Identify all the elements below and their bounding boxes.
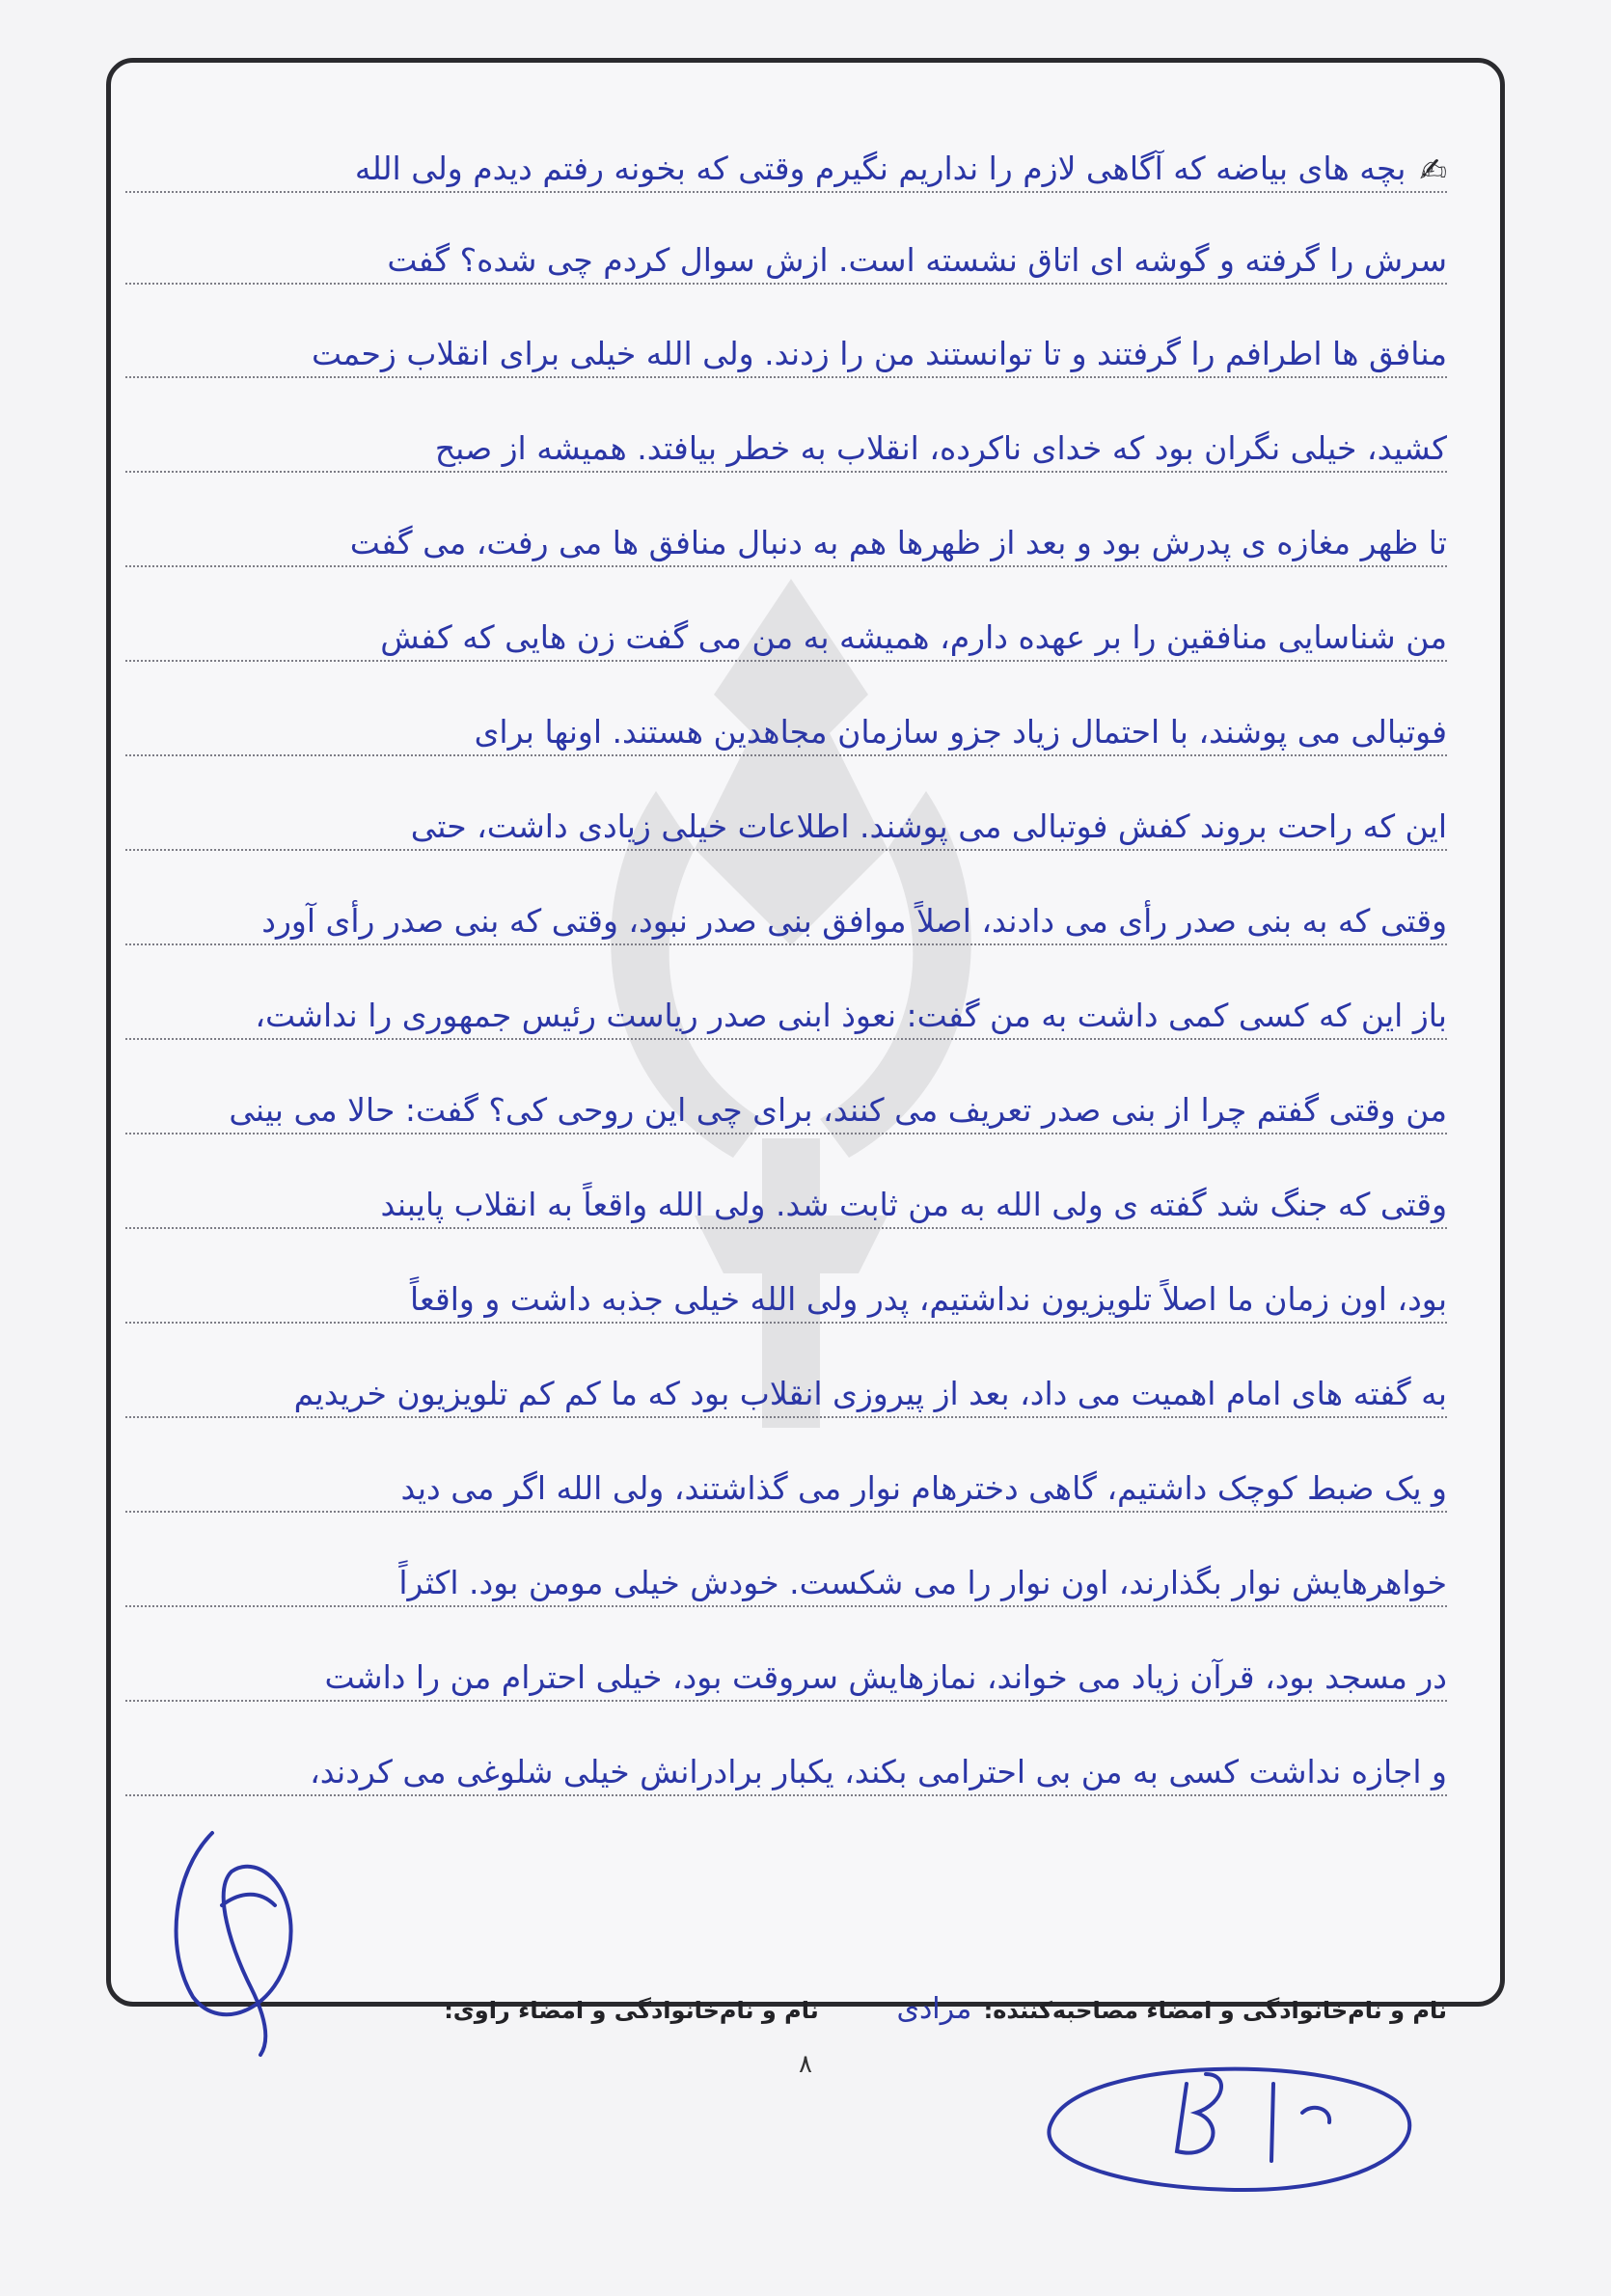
text-line: فوتبالی می پوشند، با احتمال زیاد جزو سازمان مجاهدین هستند. اونها برای — [125, 708, 1447, 756]
text-line: بود، اون زمان ما اصلاً تلویزیون نداشتیم، پدر ولی الله خیلی جذبه داشت و واقعاً — [125, 1275, 1447, 1324]
text-line: این که راحت بروند کفش فوتبالی می پوشند. اطلاعات خیلی زیادی داشت، حتی — [125, 803, 1447, 851]
text-line: ✍بچه های بیاضه که آگاهی لازم را نداریم نگیرم وقتی که بخونه رفتم دیدم ولی الله — [125, 145, 1447, 193]
pen-icon: ✍ — [1419, 150, 1447, 190]
text-line: در مسجد بود، قرآن زیاد می خواند، نمازهایش سروقت بود، خیلی احترام من را داشت — [125, 1654, 1447, 1702]
signature-footer — [125, 1992, 1447, 2026]
narrator-label: نام و نام‌خانوادگی و امضاء راوی: — [444, 1997, 819, 2024]
text-line: من وقتی گفتم چرا از بنی صدر تعریف می کنند، برای چی این روحی کی؟ گفت: حالا می بینی — [125, 1086, 1447, 1134]
text-line: و اجازه نداشت کسی به من بی احترامی بکند، یکبار برادرانش خیلی شلوغی می کردند، — [125, 1748, 1447, 1796]
text-line: و یک ضبط کوچک داشتیم، گاهی دخترهام نوار می گذاشتند، ولی الله اگر می دید — [125, 1464, 1447, 1513]
interviewer-label: نام و نام‌خانوادگی و امضاء مصاحبه‌کننده: — [983, 1997, 1447, 2024]
text-line: کشید، خیلی نگران بود که خدای ناکرده، انقلاب به خطر بیافتد. همیشه از صبح — [125, 424, 1447, 473]
page-number: ۸ — [799, 2050, 812, 2079]
interviewer-name: مرادی — [896, 1992, 972, 2026]
text-line: به گفته های امام اهمیت می داد، بعد از پیروزی انقلاب بود که ما کم کم تلویزیون خریدیم — [125, 1370, 1447, 1418]
text-line: باز این که کسی کمی داشت به من گفت: نعوذ ابنی صدر ریاست رئیس جمهوری را نداشت، — [125, 992, 1447, 1040]
text-line: خواهرهایش نوار بگذارند، اون نوار را می شکست. خودش خیلی مومن بود. اکثراً — [125, 1559, 1447, 1607]
text-line: وقتی که به بنی صدر رأی می دادند، اصلاً موافق بنی صدر نبود، وقتی که بنی صدر رأی آورد — [125, 897, 1447, 945]
text-line: من شناسایی منافقین را بر عهده دارم، همیشه به من می گفت زن هایی که کفش — [125, 614, 1447, 662]
text-line: تا ظهر مغازه ی پدرش بود و بعد از ظهرها هم به دنبال منافق ها می رفت، می گفت — [125, 519, 1447, 567]
text-line: منافق ها اطرافم را گرفتند و تا توانستند من را زدند. ولی الله خیلی برای انقلاب زحمت — [125, 330, 1447, 378]
text-line: وقتی که جنگ شد گفته ی ولی الله به من ثابت شد. ولی الله واقعاً به انقلاب پایبند — [125, 1181, 1447, 1229]
text-line: سرش را گرفته و گوشه ای اتاق نشسته است. ازش سوال کردم چی شده؟ گفت — [125, 236, 1447, 285]
handwritten-text-area — [125, 58, 1486, 2026]
